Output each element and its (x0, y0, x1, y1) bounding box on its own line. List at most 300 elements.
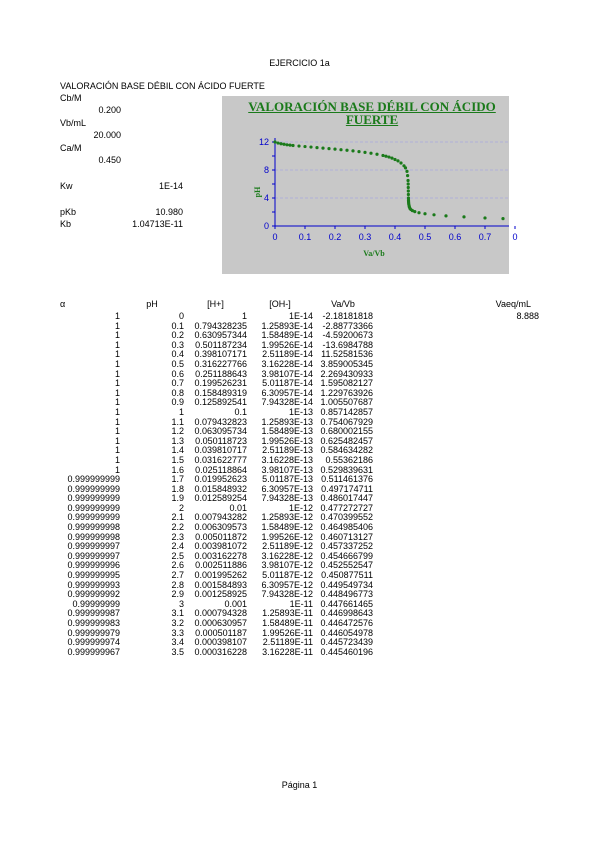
table-cell: 0.019952623 (194, 474, 247, 485)
data-table (0, 298, 539, 657)
table-header-row (0, 298, 539, 312)
table-cell: 0.630957344 (194, 330, 247, 341)
table-cell: 0.1 (234, 406, 247, 417)
table-cell: 1.58489E-14 (261, 330, 313, 341)
data-point (369, 152, 372, 155)
table-cell: 1 (241, 311, 247, 321)
data-point (315, 146, 318, 149)
table-cell: 7.94328E-14 (261, 397, 313, 408)
header-cell: [H+] (207, 299, 224, 310)
table-cell: 1.229763926 (320, 387, 373, 398)
table-cell: 3.859005345 (320, 358, 373, 369)
table-cell: 0.999999992 (67, 589, 120, 600)
table-cell: 1 (114, 464, 120, 475)
data-point (407, 189, 410, 192)
table-cell: 0.680002155 (320, 426, 373, 437)
table-cell: 1 (114, 320, 120, 331)
x-axis-label: Va/Vb (363, 249, 385, 258)
table-cell: 0.039810717 (194, 445, 247, 456)
table-cell: 0.7 (171, 378, 184, 389)
table-cell: 1 (114, 426, 120, 437)
empty-cell (373, 638, 539, 648)
x-tick-label: 0.6 (448, 232, 462, 242)
table-cell: 1 (114, 339, 120, 350)
data-point (405, 170, 408, 173)
table-cell: 0.999999995 (67, 570, 120, 581)
table-cell: 2.1 (171, 512, 184, 523)
data-point (303, 145, 306, 148)
table-cell: 0.031622777 (194, 454, 247, 465)
data-point (282, 143, 285, 146)
empty-cell (373, 370, 539, 380)
data-point (333, 148, 336, 151)
cb-label: Cb/M (60, 93, 82, 103)
table-cell: 1.1 (171, 416, 184, 427)
table-cell: 0.199526231 (194, 378, 247, 389)
table-cell: 0.000398107 (194, 637, 247, 648)
data-point (417, 211, 420, 214)
table-cell: 2.51189E-13 (262, 445, 313, 456)
table-cell: 0.063095734 (194, 426, 247, 437)
data-point (396, 159, 399, 162)
empty-cell (373, 466, 539, 476)
empty-cell (373, 389, 539, 399)
empty-cell (373, 609, 539, 619)
table-cell: 0.001995262 (194, 570, 247, 581)
x-tick-label: 0.7 (478, 232, 492, 242)
data-point (399, 161, 402, 164)
table-cell: 3 (178, 598, 184, 609)
data-point (393, 158, 396, 161)
table-cell: 0.001 (224, 598, 247, 609)
empty-cell (373, 341, 539, 351)
x-tick-label: 0.4 (388, 232, 402, 242)
table-cell: 0.448496773 (320, 589, 373, 600)
data-point (363, 151, 366, 154)
data-point (327, 147, 330, 150)
table-cell: 1.99526E-14 (261, 339, 313, 350)
table-cell: 1 (114, 454, 120, 465)
table-cell: 3.16228E-12 (261, 550, 313, 561)
table-cell: 2.2 (171, 522, 184, 533)
table-cell: 5.01187E-12 (262, 570, 313, 581)
data-point (407, 193, 410, 196)
data-point (375, 153, 378, 156)
table-cell: 0.470399552 (320, 512, 373, 523)
table-cell: 2.51189E-12 (262, 541, 313, 552)
table-cell: 0.452552547 (320, 560, 373, 571)
table-cell: 2.6 (171, 560, 184, 571)
table-cell: 0.445460196 (320, 646, 373, 657)
table-cell: 1 (114, 358, 120, 369)
data-point (345, 149, 348, 152)
table-cell: 0.584634282 (320, 445, 373, 456)
empty-cell (373, 619, 539, 629)
table-cell: 2.51189E-14 (262, 349, 313, 360)
empty-cell (373, 418, 539, 428)
pkb-label: pKb (60, 207, 77, 217)
table-cell: 1 (178, 406, 184, 417)
table-cell: 0.005011872 (195, 531, 247, 542)
kb-value: 1.04713E-11 (132, 219, 183, 229)
table-cell: 2.51189E-11 (262, 637, 313, 648)
table-cell: 0.999999974 (67, 637, 120, 648)
table-cell: 1.4 (171, 445, 184, 456)
empty-cell (373, 542, 539, 552)
table-cell: 0.2 (171, 330, 184, 341)
table-cell: 1 (114, 349, 120, 360)
table-cell: 0.497174711 (321, 483, 373, 494)
table-cell: -2.88773366 (322, 320, 373, 331)
header-cell: Va/Vb (331, 299, 355, 310)
table-cell: 0.007943282 (194, 512, 247, 523)
data-point (291, 144, 294, 147)
header-cell: Vaeq/mL (495, 299, 531, 310)
table-cell: 0.316227766 (194, 358, 247, 369)
table-cell: 0.450877511 (321, 570, 373, 581)
table-cell: 1.25893E-14 (261, 320, 313, 331)
kb-label: Kb (60, 219, 72, 229)
table-cell: 0.464985406 (320, 522, 373, 533)
table-cell: 3.16228E-13 (261, 454, 313, 465)
table-cell: 1.8 (171, 483, 184, 494)
empty-cell (373, 590, 539, 600)
empty-cell (373, 504, 539, 514)
data-point (462, 215, 465, 218)
table-cell: 0.457337252 (320, 541, 373, 552)
data-point (413, 210, 416, 213)
x-tick-label: 0.2 (328, 232, 342, 242)
table-cell: 1 (114, 368, 120, 379)
table-cell: 1.99526E-11 (262, 627, 313, 638)
table-cell: 0.001584893 (194, 579, 247, 590)
table-cell: 2.9 (171, 589, 184, 600)
data-point (501, 217, 504, 220)
data-point (351, 149, 354, 152)
data-point (406, 179, 409, 182)
table-cell: 0.002511886 (195, 560, 247, 571)
table-cell: 0.501187234 (195, 339, 247, 350)
table-cell: 3.16228E-11 (262, 646, 313, 657)
header-cell: pH (146, 299, 158, 310)
table-cell: 1 (114, 378, 120, 389)
table-cell: 1.9 (171, 493, 184, 504)
table-cell: 0.003981072 (194, 541, 247, 552)
table-cell: 2 (178, 502, 184, 513)
data-point (285, 143, 288, 146)
kw-label: Kw (60, 181, 73, 191)
table-cell: 0.477272727 (320, 502, 373, 513)
table-cell: 0.251188643 (195, 368, 247, 379)
table-cell: 0.754067929 (320, 416, 373, 427)
table-cell: 1.2 (171, 426, 184, 437)
table-cell: 0.000316228 (194, 646, 247, 657)
empty-cell (373, 494, 539, 504)
table-cell: 1.25893E-11 (262, 608, 313, 619)
table-cell: 0.000630957 (194, 618, 247, 628)
empty-cell (373, 331, 539, 341)
table-cell: 1E-11 (289, 598, 313, 609)
table-cell: 2.8 (171, 579, 184, 590)
empty-cell (373, 533, 539, 543)
table-cell: 1.5 (171, 454, 184, 465)
table-row (0, 398, 539, 408)
data-point (406, 174, 409, 177)
vb-value: 20.000 (93, 130, 121, 140)
data-point (279, 142, 282, 145)
titration-chart[interactable] (222, 96, 518, 274)
table-cell: 0.999999997 (67, 550, 120, 561)
y-tick-label: 0 (263, 221, 269, 231)
table-cell: 0.999999998 (67, 522, 120, 533)
table-cell: 1 (114, 330, 120, 341)
empty-cell (373, 322, 539, 332)
ca-label: Ca/M (60, 143, 82, 153)
table-cell: 6.30957E-12 (261, 579, 313, 590)
table-cell: 0.000501187 (195, 627, 247, 638)
table-cell: 0.01 (229, 502, 247, 513)
table-cell: -4.59200673 (322, 330, 373, 341)
x-tick-label: 0.5 (418, 232, 432, 242)
table-cell: 1.6 (171, 464, 184, 475)
table-cell: 0.999999987 (67, 608, 120, 619)
data-point (444, 214, 447, 217)
table-cell: 0.999999999 (67, 483, 120, 494)
empty-cell (373, 408, 539, 418)
chart-title: VALORACIÓN BASE DÉBIL CON ÁCIDO FUERTE (248, 99, 496, 127)
empty-cell (373, 475, 539, 485)
table-row (0, 648, 539, 658)
vb-label: Vb/mL (60, 118, 87, 128)
table-cell: 0.454666799 (320, 550, 373, 561)
table-cell: 1 (114, 416, 120, 427)
table-cell: 0.999999996 (67, 560, 120, 571)
table-cell: 0.625482457 (320, 435, 373, 446)
empty-cell (373, 427, 539, 437)
table-cell: 3.1 (171, 608, 184, 619)
table-cell: 1.58489E-12 (261, 522, 313, 533)
table-cell: 0.000794328 (194, 608, 247, 619)
vaeq-value: 8.888 (516, 311, 539, 321)
table-cell: 0.794328235 (194, 320, 247, 331)
y-axis-label: pH (253, 186, 262, 198)
table-cell: -13.6984788 (322, 339, 373, 350)
table-cell: 3.4 (171, 637, 184, 648)
table-cell: 2.3 (171, 531, 184, 542)
table-cell: 0.050118723 (195, 435, 247, 446)
data-point (273, 140, 276, 143)
data-point (339, 148, 342, 151)
table-cell: 2.7 (171, 570, 184, 581)
table-cell: 1.99526E-12 (261, 531, 313, 542)
table-cell: 0.999999999 (67, 512, 120, 523)
empty-cell (373, 456, 539, 466)
table-cell: 2.4 (171, 541, 184, 552)
table-cell: 1.25893E-13 (261, 416, 313, 427)
empty-cell (373, 571, 539, 581)
empty-cell (373, 485, 539, 495)
data-point (423, 212, 426, 215)
table-cell: 0.4 (171, 349, 184, 360)
empty-cell (373, 552, 539, 562)
x-tick-label: 0 (512, 232, 518, 242)
table-cell: 0.079432823 (194, 416, 247, 427)
table-cell: 1.25893E-12 (261, 512, 313, 523)
table-cell: 1.005507687 (320, 397, 373, 408)
empty-cell (373, 437, 539, 447)
empty-cell (373, 600, 539, 610)
table-cell: 1 (114, 435, 120, 446)
page-footer: Página 1 (281, 780, 318, 790)
empty-cell (373, 398, 539, 408)
table-cell: 1.3 (171, 435, 184, 446)
table-cell: 0.446998643 (320, 608, 373, 619)
table-cell: 0.003162278 (194, 550, 247, 561)
table-cell: 5.01187E-14 (262, 378, 313, 389)
y-tick-label: 4 (263, 193, 269, 203)
table-cell: 0.999999983 (67, 618, 120, 628)
table-cell: 1 (114, 406, 120, 417)
table-cell: 3.98107E-14 (261, 368, 313, 379)
empty-cell (373, 350, 539, 360)
data-point (407, 186, 410, 189)
data-point (276, 141, 279, 144)
table-cell: 1.58489E-11 (262, 618, 313, 628)
table-cell: 5.01187E-13 (262, 474, 313, 485)
table-cell: 1E-14 (288, 311, 313, 321)
table-cell: 0.398107171 (194, 349, 247, 360)
table-cell: 3.98107E-13 (261, 464, 313, 475)
data-point (483, 216, 486, 219)
table-cell: 0.999999999 (67, 474, 120, 485)
table-cell: 0.999999999 (67, 502, 120, 513)
table-cell: 0.445723439 (320, 637, 373, 648)
table-cell: 6.30957E-13 (261, 483, 313, 494)
table-cell: 7.94328E-12 (261, 589, 313, 600)
table-cell: 0.99999999 (72, 598, 120, 609)
empty-cell (373, 523, 539, 533)
table-cell: 7.94328E-13 (261, 493, 313, 504)
table-cell: 1.99526E-13 (261, 435, 313, 446)
empty-cell (373, 379, 539, 389)
table-cell: 0.1 (171, 320, 184, 331)
table-cell: -2.18181818 (322, 311, 373, 321)
table-cell: 0.015848932 (194, 483, 247, 494)
table-cell: 0.158489319 (194, 387, 247, 398)
table-cell: 0.857142857 (320, 406, 373, 417)
table-cell: 2.269430933 (320, 368, 373, 379)
table-cell: 3.98107E-12 (261, 560, 313, 571)
x-tick-label: 0 (272, 232, 278, 242)
pkb-value: 10.980 (155, 207, 183, 217)
table-cell: 1 (114, 387, 120, 398)
data-point (297, 144, 300, 147)
table-cell: 3.3 (171, 627, 184, 638)
table-cell: 1 (114, 311, 120, 321)
kw-value: 1E-14 (158, 181, 183, 191)
empty-cell (373, 561, 539, 571)
ca-value: 0.450 (98, 155, 121, 165)
table-cell: 1.595082127 (320, 378, 373, 389)
table-cell: 0.447661465 (320, 598, 373, 609)
empty-cell (373, 581, 539, 591)
header-cell: α (60, 299, 66, 310)
table-cell: 0 (178, 311, 184, 321)
x-tick-label: 0.3 (358, 232, 372, 242)
empty-cell (373, 513, 539, 523)
data-point (288, 144, 291, 147)
cb-value: 0.200 (98, 105, 121, 115)
table-cell: 0.5 (171, 358, 184, 369)
table-cell: 0.511461376 (321, 474, 373, 485)
table-cell: 0.460713127 (320, 531, 373, 542)
table-cell: 0.446472576 (320, 618, 373, 628)
table-cell: 1E-12 (288, 502, 313, 513)
table-cell: 0.999999999 (67, 493, 120, 504)
data-point (407, 182, 410, 185)
table-cell: 0.529839631 (320, 464, 373, 475)
table-cell: 11.52581536 (321, 349, 373, 360)
data-point (384, 155, 387, 158)
header-cell: [OH-] (269, 299, 291, 310)
table-cell: 0.999999998 (67, 531, 120, 542)
x-tick-label: 0.1 (298, 232, 312, 242)
table-cell: 1 (114, 397, 120, 408)
table-cell: 0.025118864 (195, 464, 247, 475)
data-point (404, 166, 407, 169)
table-cell: 0.446054978 (320, 627, 373, 638)
y-tick-label: 12 (258, 137, 269, 147)
table-cell: 6.30957E-14 (261, 387, 313, 398)
table-cell: 1.7 (171, 474, 184, 485)
empty-cell (373, 629, 539, 639)
table-cell: 0.8 (171, 387, 184, 398)
table-cell: 2.5 (171, 550, 184, 561)
table-cell: 0.449549734 (320, 579, 373, 590)
table-cell: 3.16228E-14 (261, 358, 313, 369)
table-cell: 1.58489E-13 (261, 426, 313, 437)
data-point (321, 147, 324, 150)
table-cell: 0.999999967 (67, 646, 120, 657)
table-cell: 1 (114, 445, 120, 456)
data-point (432, 213, 435, 216)
table-cell: 0.001258925 (194, 589, 247, 600)
table-cell: 0.012589254 (194, 493, 247, 504)
table-cell: 0.486017447 (320, 493, 373, 504)
empty-cell (373, 360, 539, 370)
data-point (387, 155, 390, 158)
data-point (357, 150, 360, 153)
table-cell: 3.2 (171, 618, 184, 628)
table-cell: 0.999999997 (67, 541, 120, 552)
table-cell: 0.999999979 (67, 627, 120, 638)
table-cell: 0.006309573 (194, 522, 247, 533)
data-point (381, 154, 384, 157)
data-point (309, 145, 312, 148)
table-cell: 0.3 (171, 339, 184, 350)
table-cell: 0.55362186 (325, 454, 373, 465)
table-cell: 0.6 (171, 368, 184, 379)
table-cell: 0.999999993 (67, 579, 120, 590)
table-cell: 0.125892541 (194, 397, 247, 408)
table-cell: 3.5 (171, 646, 184, 657)
sheet-subtitle: VALORACIÓN BASE DÉBIL CON ÁCIDO FUERTE (60, 81, 265, 91)
y-tick-label: 8 (263, 165, 269, 175)
empty-cell (373, 446, 539, 456)
data-point (390, 157, 393, 160)
page-title: EJERCICIO 1a (269, 58, 330, 68)
empty-cell (373, 648, 539, 658)
